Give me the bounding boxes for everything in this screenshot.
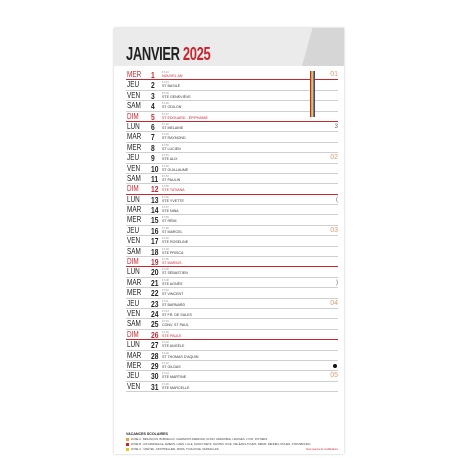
- day-number: 22: [151, 288, 159, 299]
- day-details: [162, 310, 272, 318]
- day-number: 25: [151, 319, 159, 330]
- day-details: [162, 92, 272, 100]
- saint-name: ST MARIUS: [162, 261, 182, 266]
- day-row: [126, 236, 338, 246]
- saint-name: ST LUCIEN: [162, 146, 181, 151]
- saint-name: ST BASILE: [162, 84, 181, 89]
- saint-name: STE PAULE: [162, 333, 182, 338]
- legend-zone: [126, 447, 338, 452]
- daylight-duration: 8 h 53: [162, 174, 169, 178]
- day-row: [126, 371, 338, 381]
- week-number: 03: [330, 226, 338, 234]
- day-row: [126, 174, 338, 184]
- day-number: 3: [151, 90, 155, 101]
- daylight-duration: 8 h 52: [162, 164, 169, 168]
- day-details: [162, 196, 272, 204]
- daylight-duration: 9 h 13: [162, 309, 169, 313]
- daylight-duration: 9 h 08: [162, 278, 169, 282]
- day-details: [162, 372, 272, 380]
- day-name: SAM: [127, 246, 141, 256]
- day-name: LUN: [127, 267, 140, 277]
- day-details: [162, 113, 272, 121]
- day-row: [126, 143, 338, 153]
- day-details: [162, 165, 272, 173]
- day-details: [162, 81, 272, 89]
- school-holiday-bars: [310, 71, 314, 117]
- daylight-duration: 8 h 48: [162, 122, 169, 126]
- day-number: 28: [151, 350, 159, 361]
- day-name: SAM: [127, 173, 141, 183]
- saint-name: ST GILDAS: [162, 364, 181, 369]
- day-row: [126, 278, 338, 288]
- saint-name: ST EDOUARD - ÉPIPHANIE: [162, 115, 208, 120]
- moon-phase-icon: 3: [334, 123, 338, 130]
- day-number: 11: [151, 173, 159, 184]
- day-details: [162, 237, 272, 245]
- day-row: [126, 319, 338, 329]
- day-number: 15: [151, 215, 159, 226]
- saint-name: ST RÉMI: [162, 219, 177, 224]
- day-number: 26: [151, 329, 159, 340]
- day-details: [162, 258, 272, 266]
- day-number: 24: [151, 308, 159, 319]
- day-row: [126, 101, 338, 111]
- daylight-duration: 9 h 00: [162, 226, 169, 230]
- day-number: 6: [151, 121, 155, 132]
- day-row: [126, 299, 338, 309]
- day-number: 8: [151, 142, 155, 153]
- header-band: [114, 28, 344, 66]
- week-number: 05: [330, 372, 338, 380]
- day-details: [162, 320, 272, 328]
- day-number: 23: [151, 298, 159, 309]
- day-name: JEU: [127, 80, 140, 90]
- day-number: 21: [151, 277, 159, 288]
- daylight-duration: 9 h 05: [162, 258, 169, 262]
- day-details: [162, 185, 272, 193]
- day-details: [162, 71, 272, 79]
- day-number: 30: [151, 371, 159, 382]
- day-name: MAR: [127, 132, 142, 142]
- day-name: MAR: [127, 350, 142, 360]
- day-name: VEN: [127, 308, 141, 318]
- legend-title: VACANCES SCOLAIRES: [126, 432, 168, 436]
- day-list: [126, 70, 338, 392]
- zone-swatch: [126, 438, 129, 441]
- day-name: JEU: [127, 153, 140, 163]
- day-details: [162, 352, 272, 360]
- day-row: [126, 205, 338, 215]
- day-name: JEU: [127, 371, 140, 381]
- day-name: DIM: [127, 257, 139, 267]
- day-number: 13: [151, 194, 159, 205]
- moon-phase-icon: (: [336, 196, 338, 203]
- day-name: LUN: [127, 194, 140, 204]
- day-row: [126, 184, 338, 194]
- saint-name: ST THOMAS D'AQUIN: [162, 354, 199, 359]
- calendar-sheet: [114, 28, 344, 454]
- daylight-duration: 8 h 44: [162, 71, 169, 74]
- daylight-duration: 9 h 16: [162, 330, 169, 334]
- day-details: [162, 154, 272, 162]
- zone-swatch: [126, 443, 129, 446]
- saint-name: STE ROSELINE: [162, 240, 189, 245]
- header-tab: [302, 28, 344, 66]
- day-name: SAM: [127, 319, 141, 329]
- day-row: [126, 195, 338, 205]
- day-number: 20: [151, 267, 159, 278]
- week-number: 01: [330, 71, 338, 78]
- day-number: 7: [151, 132, 155, 143]
- day-name: VEN: [127, 236, 141, 246]
- day-number: 16: [151, 225, 159, 236]
- day-number: 17: [151, 236, 159, 247]
- day-row: [126, 164, 338, 174]
- day-details: [162, 268, 272, 276]
- moon-phase-icon: ): [336, 279, 338, 286]
- saint-name: ST BARNARD: [162, 302, 186, 307]
- daylight-duration: 8 h 45: [162, 91, 169, 95]
- week-number: 04: [330, 299, 338, 307]
- day-name: MER: [127, 288, 142, 298]
- day-details: [162, 227, 272, 235]
- day-row: [126, 330, 338, 340]
- daylight-duration: 8 h 47: [162, 112, 169, 116]
- day-number: 19: [151, 257, 159, 268]
- day-name: SAM: [127, 101, 141, 111]
- day-details: [162, 300, 272, 308]
- saint-name: STE YVETTE: [162, 198, 184, 203]
- day-name: MER: [127, 70, 142, 79]
- day-row: [126, 91, 338, 101]
- zone-swatch: [126, 448, 129, 451]
- saint-name: ST PAULIN: [162, 177, 181, 182]
- day-name: MER: [127, 215, 142, 225]
- month-label: JANVIER: [126, 44, 180, 64]
- zone-label: ZONE B : AIX-MARSEILLE, AMIENS, CAEN, LILLE, NANCY-METZ, NANTES, NICE, ORLÉANS-TOURS, REIMS, RENNES, ROUEN, STRASBOURG: [131, 443, 311, 446]
- day-name: DIM: [127, 329, 139, 339]
- day-details: [162, 362, 272, 370]
- saint-name: STE NINA: [162, 209, 179, 214]
- day-row: [126, 215, 338, 225]
- saint-name: STE MARCELLE: [162, 385, 190, 390]
- saint-name: STE TATIANA: [162, 188, 185, 193]
- day-row: [126, 80, 338, 90]
- day-row: [126, 153, 338, 163]
- saint-name: STE AGNÈS: [162, 281, 183, 286]
- daylight-duration: 9 h 10: [162, 289, 169, 293]
- day-row: [126, 361, 338, 371]
- daylight-duration: 9 h 06: [162, 268, 169, 272]
- daylight-duration: 9 h 15: [162, 320, 169, 324]
- day-row: [126, 267, 338, 277]
- daylight-duration: 8 h 57: [162, 206, 169, 210]
- day-name: DIM: [127, 111, 139, 121]
- day-details: [162, 331, 272, 339]
- day-number: 10: [151, 163, 159, 174]
- day-details: [162, 175, 272, 183]
- day-name: MAR: [127, 205, 142, 215]
- day-name: LUN: [127, 121, 140, 131]
- saint-name: STE ALIX: [162, 157, 178, 162]
- day-name: MER: [127, 142, 142, 152]
- daylight-duration: 9 h 22: [162, 361, 169, 365]
- saint-name: ST MARCEL: [162, 229, 183, 234]
- daylight-duration: 8 h 51: [162, 154, 169, 158]
- day-row: [126, 382, 338, 392]
- daylight-duration: 8 h 46: [162, 102, 169, 106]
- saint-name: ST FR. DE SALES: [162, 312, 192, 317]
- saint-name: ST ODILON: [162, 105, 182, 110]
- day-row: [126, 226, 338, 236]
- daylight-duration: 9 h 26: [162, 382, 169, 386]
- saint-name: STE PRISCA: [162, 250, 184, 255]
- zone-label: ZONE C : CRÉTEIL, MONTPELLIER, PARIS, TOULOUSE, VERSAILLES: [131, 448, 219, 451]
- daylight-duration: 8 h 49: [162, 133, 169, 137]
- day-number: 31: [151, 381, 159, 392]
- day-number: 9: [151, 153, 155, 164]
- day-row: [126, 351, 338, 361]
- day-number: 2: [151, 80, 155, 91]
- day-name: LUN: [127, 340, 140, 350]
- saint-name: STE MARTINE: [162, 375, 187, 380]
- day-row: [126, 70, 338, 80]
- day-name: VEN: [127, 90, 141, 100]
- day-details: [162, 341, 272, 349]
- week-number: 02: [330, 154, 338, 162]
- daylight-duration: 8 h 59: [162, 216, 169, 220]
- day-name: JEU: [127, 225, 140, 235]
- day-row: [126, 122, 338, 132]
- zone-label: ZONE A : BESANÇON, BORDEAUX, CLERMONT-FERRAND, DIJON, GRENOBLE, LIMOGES, LYON, POITIERS: [131, 438, 268, 441]
- day-details: [162, 206, 272, 214]
- day-name: VEN: [127, 381, 141, 391]
- day-name: VEN: [127, 163, 141, 173]
- day-name: MER: [127, 360, 142, 370]
- legend-note: Sous réserve de modifications: [305, 448, 338, 451]
- day-row: [126, 247, 338, 257]
- day-number: 29: [151, 360, 159, 371]
- day-details: [162, 216, 272, 224]
- saint-name: ST VINCENT: [162, 292, 184, 297]
- saint-name: CONV. ST PAUL: [162, 323, 189, 328]
- day-row: [126, 309, 338, 319]
- day-details: [162, 289, 272, 297]
- day-details: [162, 133, 272, 141]
- new-moon-icon: [333, 364, 337, 368]
- saint-name: ST GUILLAUME: [162, 167, 189, 172]
- daylight-duration: 9 h 11: [162, 299, 169, 303]
- daylight-duration: 9 h 03: [162, 247, 169, 251]
- day-name: JEU: [127, 298, 140, 308]
- day-details: [162, 383, 272, 391]
- daylight-duration: 8 h 56: [162, 195, 169, 199]
- saint-name: STE GENEVIÈVE: [162, 94, 191, 99]
- day-number: 18: [151, 246, 159, 257]
- page-title: [126, 44, 210, 64]
- year-label: 2025: [182, 44, 211, 64]
- daylight-duration: 9 h 24: [162, 372, 169, 376]
- day-details: [162, 248, 272, 256]
- saint-name: ST SÉBASTIEN: [162, 271, 188, 276]
- day-details: [162, 144, 272, 152]
- day-number: 4: [151, 101, 155, 112]
- daylight-duration: 8 h 55: [162, 185, 169, 189]
- saint-name: ST RAYMOND: [162, 136, 186, 141]
- day-number: 27: [151, 340, 159, 351]
- day-number: 14: [151, 205, 159, 216]
- day-row: [126, 112, 338, 122]
- saint-name: NOUVEL AN: [162, 74, 183, 78]
- daylight-duration: 9 h 20: [162, 351, 169, 355]
- day-name: MAR: [127, 277, 142, 287]
- daylight-duration: 9 h 18: [162, 341, 169, 345]
- saint-name: STE ANGÈLE: [162, 344, 185, 349]
- holiday-zone-bar: [314, 71, 315, 117]
- saint-name: ST MELAINE: [162, 125, 184, 130]
- day-row: [126, 288, 338, 298]
- day-row: [126, 257, 338, 267]
- day-details: [162, 279, 272, 287]
- day-name: DIM: [127, 184, 139, 194]
- day-details: [162, 102, 272, 110]
- legend: [126, 432, 338, 452]
- day-number: 5: [151, 111, 155, 122]
- daylight-duration: 8 h 44: [162, 81, 169, 85]
- day-details: [162, 123, 272, 131]
- daylight-duration: 8 h 50: [162, 143, 169, 147]
- daylight-duration: 9 h 02: [162, 237, 169, 241]
- day-number: 12: [151, 184, 159, 195]
- day-row: [126, 340, 338, 350]
- day-number: 1: [151, 70, 155, 80]
- day-row: [126, 132, 338, 142]
